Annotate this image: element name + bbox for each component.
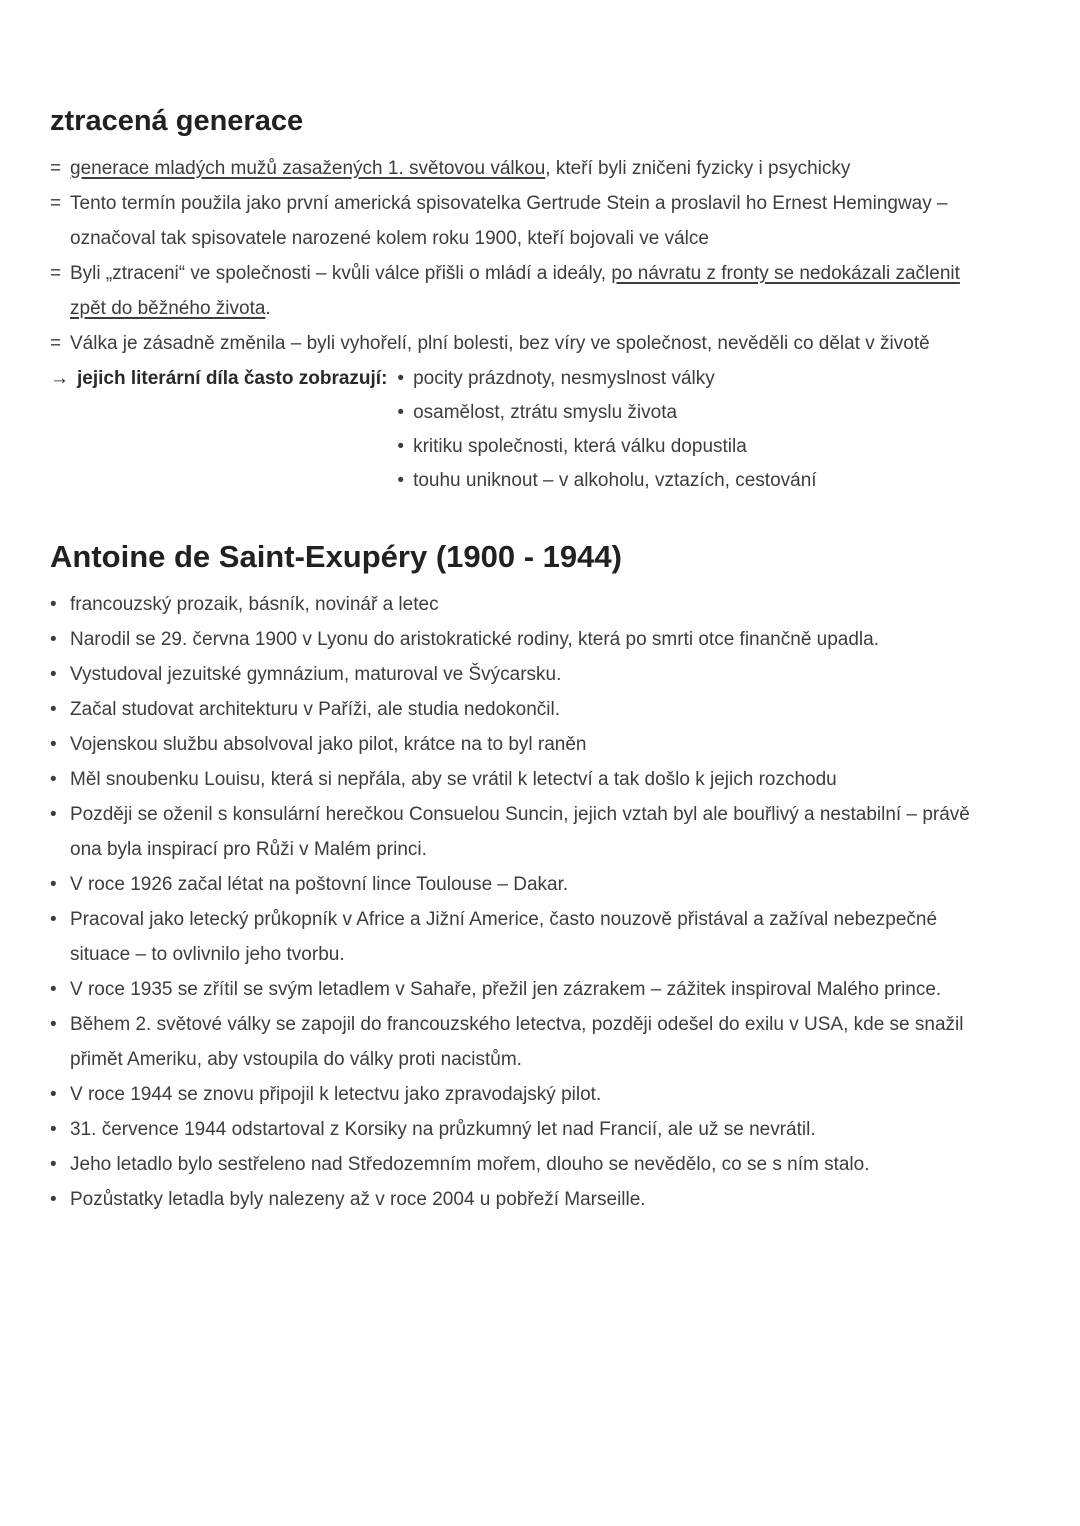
text-segment: francouzský prozaik, básník, novinář a letec <box>70 593 439 615</box>
bullet-marker: • <box>397 469 405 491</box>
bullet-marker: • <box>50 593 57 615</box>
note-item <box>50 902 1000 972</box>
text-segment: Pracoval jako letecký průkopník v Africe a Jižní Americe, často nouzově přistával a zažíval nebezpečné situace – to ovlivnilo jeho tvorbu. <box>70 908 938 965</box>
note-item <box>50 972 1000 1007</box>
bullet-marker: • <box>50 628 57 650</box>
bullet-marker: • <box>50 803 57 825</box>
text-segment: Válka je zásadně změnila – byli vyhořelí, plní bolesti, bez víry ve společnost, nevěděli co dělat v životě <box>70 332 930 354</box>
text-segment: kritiku společnosti, která válku dopustila <box>413 435 747 457</box>
text-segment: Začal studovat architekturu v Paříži, ale studia nedokončil. <box>70 698 561 720</box>
text-segment: , kteří byli zničeni fyzicky i psychicky <box>545 157 851 179</box>
text-segment: generace mladých mužů zasažených 1. světovou válkou <box>70 157 546 179</box>
text-segment: Jeho letadlo bylo sestřeleno nad Středozemním mořem, dlouho se nevědělo, co se s ním stalo. <box>70 1153 870 1175</box>
text-segment: touhu uniknout – v alkoholu, vztazích, cestování <box>413 469 817 491</box>
literary-works-bullet <box>397 430 1000 464</box>
note-item <box>50 727 1000 762</box>
note-item <box>50 1112 1000 1147</box>
text-segment: Byli „ztraceni“ ve společnosti – kvůli válce přišli o mládí a ideály, <box>70 262 612 284</box>
literary-works-bullet <box>397 362 1000 396</box>
note-item <box>50 1007 1000 1077</box>
bullet-marker: • <box>397 367 405 389</box>
bullet-marker: • <box>397 435 405 457</box>
bullet-marker: • <box>397 401 405 423</box>
note-item <box>50 867 1000 902</box>
bullet-marker: • <box>50 1188 57 1210</box>
exupery-notes <box>50 587 1000 1217</box>
bullet-marker: • <box>50 768 57 790</box>
bullet-marker: • <box>50 873 57 895</box>
text-segment: V roce 1935 se zřítil se svým letadlem v Sahaře, přežil jen zázrakem – zážitek inspiroval Malého prince. <box>70 978 942 1000</box>
note-item <box>50 692 1000 727</box>
text-segment: V roce 1944 se znovu připojil k letectvu jako zpravodajský pilot. <box>70 1083 602 1105</box>
text-segment: Narodil se 29. června 1900 v Lyonu do aristokratické rodiny, která po smrti otce finančně upadla. <box>70 628 879 650</box>
note-item <box>50 1182 1000 1217</box>
text-segment: Vystudoval jezuitské gymnázium, maturoval ve Švýcarsku. <box>70 663 562 685</box>
text-segment: Později se oženil s konsulární herečkou Consuelou Suncin, jejich vztah byl ale bouřlivý a nestabilní – právě ona byla inspirací pro Růži v Malém princi. <box>70 803 970 860</box>
bullet-marker: • <box>50 1013 57 1035</box>
note-item <box>50 151 1000 186</box>
equals-marker: = <box>50 192 62 214</box>
note-item <box>50 622 1000 657</box>
bullet-marker: • <box>50 1083 57 1105</box>
section-title-exupery: Antoine de Saint-Exupéry (1900 - 1944) <box>50 538 622 574</box>
note-item <box>50 762 1000 797</box>
bullet-marker: • <box>50 978 57 1000</box>
literary-works-label: jejich literární díla často zobrazují: <box>77 367 388 389</box>
bullet-marker: • <box>50 733 57 755</box>
literary-works-bullet <box>397 396 1000 430</box>
text-segment: Vojenskou službu absolvoval jako pilot, krátce na to byl raněn <box>70 733 587 755</box>
note-item <box>50 1077 1000 1112</box>
bullet-marker: • <box>50 1153 57 1175</box>
bullet-marker: • <box>50 908 57 930</box>
lost-generation-notes <box>50 151 1000 361</box>
note-item <box>50 1147 1000 1182</box>
text-segment: osamělost, ztrátu smyslu života <box>413 401 678 423</box>
text-segment: . <box>265 297 271 319</box>
text-segment: Během 2. světové války se zapojil do francouzského letectva, později odešel do exilu v USA, kde se snažil přimět Ameriku, aby vstoupila do války proti nacistům. <box>70 1013 964 1070</box>
note-item <box>50 256 1000 326</box>
bullet-marker: • <box>50 1118 57 1140</box>
literary-works-row <box>50 362 1000 498</box>
text-segment: pocity prázdnoty, nesmyslnost války <box>413 367 715 389</box>
bullet-marker: • <box>50 663 57 685</box>
equals-marker: = <box>50 157 62 179</box>
literary-works-bullets <box>397 362 1000 498</box>
bullet-marker: • <box>50 698 57 720</box>
note-item <box>50 657 1000 692</box>
literary-works-bullet <box>397 464 1000 498</box>
text-segment: V roce 1926 začal létat na poštovní lince Toulouse – Dakar. <box>70 873 569 895</box>
note-item <box>50 797 1000 867</box>
text-segment: Pozůstatky letadla byly nalezeny až v roce 2004 u pobřeží Marseille. <box>70 1188 646 1210</box>
note-item <box>50 186 1000 256</box>
text-segment: Měl snoubenku Louisu, která si nepřála, aby se vrátil k letectví a tak došlo k jejich rozchodu <box>70 768 837 790</box>
note-item <box>50 326 1000 361</box>
note-item <box>50 587 1000 622</box>
text-segment: po návratu z fronty se nedokázali začlenit zpět do běžného života <box>70 262 960 319</box>
section-title-lost-generation: ztracená generace <box>50 105 304 137</box>
arrow-icon: → <box>50 367 69 389</box>
text-segment: 31. července 1944 odstartoval z Korsiky na průzkumný let nad Francií, ale už se nevrátil. <box>70 1118 816 1140</box>
document-content <box>50 104 1000 1217</box>
equals-marker: = <box>50 262 62 284</box>
equals-marker: = <box>50 332 62 354</box>
text-segment: Tento termín použila jako první americká spisovatelka Gertrude Stein a proslavil ho Ernest Hemingway – označoval tak spisovatele narozené kolem roku 1900, kteří bojovali ve válce <box>70 192 948 249</box>
